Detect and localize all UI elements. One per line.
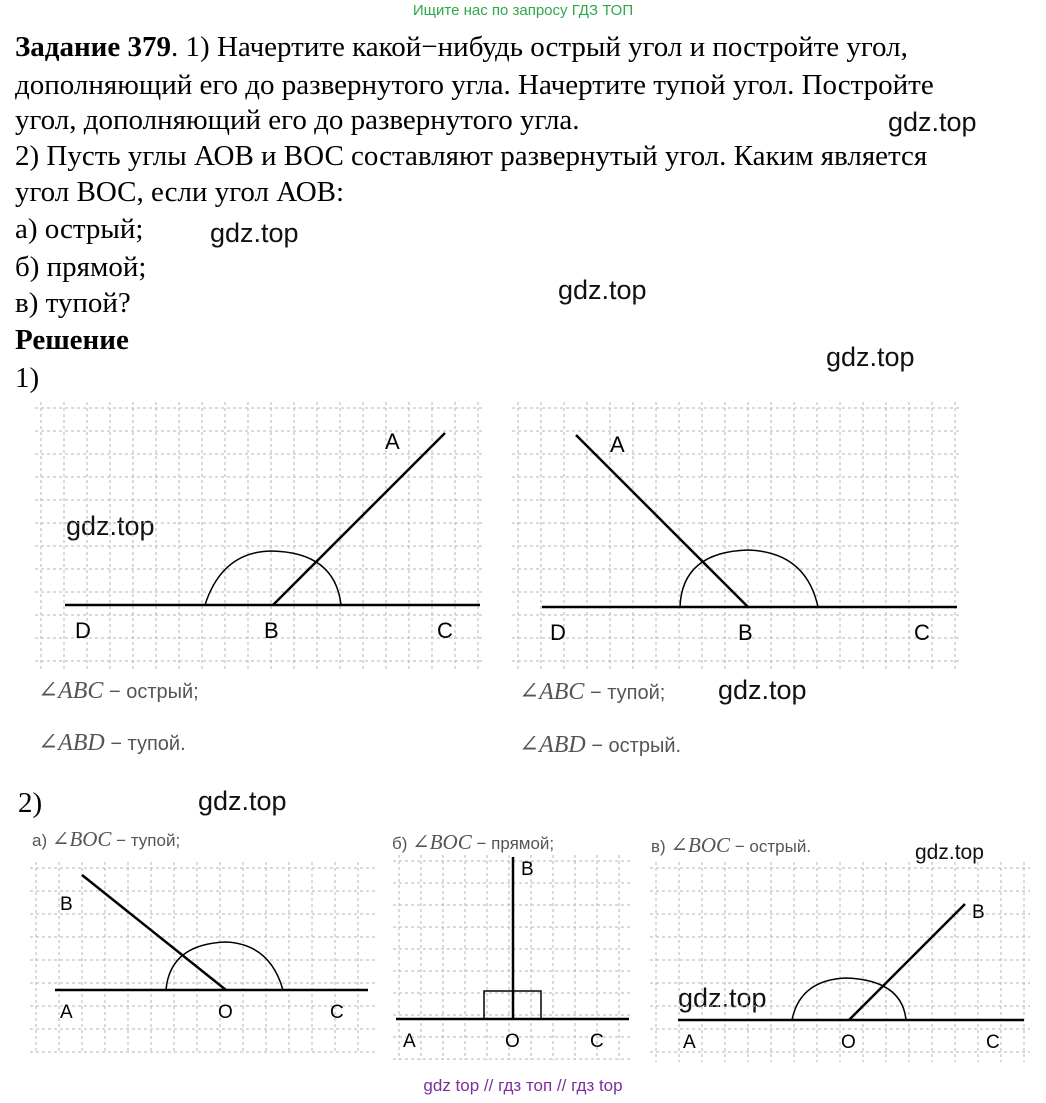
ray-ba [273,433,445,605]
ray-ob [849,904,965,1020]
grid [512,402,962,672]
label-d: D [75,618,91,643]
label-o: O [505,1031,520,1052]
caption-text: − тупой. [104,733,186,755]
watermark: gdz.top [718,675,807,705]
label-a: A [610,432,625,457]
task-line-3: угол, дополняющий его до развернутого угла. [15,104,580,136]
angle-symbol: ∠ABC [519,679,585,705]
watermark: gdz.top [826,342,915,372]
ray-ob [82,875,226,990]
caption-text: − тупой; [584,682,666,704]
task-line-1-text: . 1) Начертите какой−нибудь острый угол и постройте угол, [171,31,908,63]
figure1-left [35,402,485,672]
solution-part1-label: 1) [15,362,40,394]
task-option-a: а) острый; [15,213,144,245]
caption-prefix: б) [392,834,413,853]
task-line-4: 2) Пусть углы АОВ и ВОС составляют развернутый угол. Каким является [15,140,928,172]
watermark: gdz.top [198,786,287,816]
grid [30,862,375,1052]
figure2-b [393,855,633,1060]
watermark: gdz.top [210,218,299,248]
watermark: gdz.top [915,841,984,864]
caption-text: − острый; [103,681,199,703]
label-b: B [264,618,279,643]
fig2c-caption [651,833,811,858]
solution-heading [15,323,129,357]
label-d: D [550,620,566,645]
ray-ba [576,435,748,607]
angle-symbol: ∠ABD [519,732,586,758]
label-b: B [972,902,985,923]
label-b: B [738,620,753,645]
watermark: gdz.top [678,983,767,1013]
label-c: C [914,620,930,645]
label-o: O [218,1002,233,1023]
caption-text: − тупой; [111,831,181,850]
angle-symbol: ∠BOC [670,833,731,857]
task-option-c: в) тупой? [15,287,131,319]
watermark: gdz.top [66,511,155,541]
label-a: A [683,1032,696,1053]
figure1-right [512,402,962,672]
label-a: A [403,1031,416,1052]
angle-symbol: ∠ABD [38,730,105,756]
fig1-left-caption-2 [38,728,186,757]
label-a: A [60,1002,73,1023]
label-c: C [330,1002,344,1023]
grid [35,402,485,672]
label-c: C [437,618,453,643]
watermark: gdz.top [888,107,977,137]
footer-links: gdz top // гдз топ // гдз top [423,1076,623,1095]
top-banner: Ищите нас по запросу ГДЗ ТОП [412,2,634,19]
task-line-1 [15,30,908,64]
solution-heading-text: Решение [15,324,129,356]
figure2-a [30,862,375,1052]
label-b: B [60,894,73,915]
grid [650,862,1030,1062]
fig2b-caption [392,830,554,855]
label-c: C [590,1031,604,1052]
angle-symbol: ∠ABC [38,678,104,704]
task-line-2: дополняющий его до развернутого угла. Начертите тупой угол. Постройте [15,69,934,101]
fig1-left-caption-1 [38,676,199,705]
fig1-right-caption-2 [519,730,681,759]
label-b: B [521,859,534,880]
angle-symbol: ∠BOC [412,830,472,854]
task-line-5: угол ВОС, если угол АОВ: [15,176,345,208]
fig2a-caption [32,827,180,852]
caption-prefix: в) [651,837,671,856]
task-option-b: б) прямой; [15,251,147,283]
label-c: C [986,1032,1000,1053]
angle-arc [792,978,906,1020]
angle-symbol: ∠BOC [51,827,112,851]
label-a: A [385,429,400,454]
caption-text: − прямой; [471,834,555,853]
solution-part2-label: 2) [18,787,43,819]
caption-text: − острый. [585,735,682,757]
label-o: O [841,1032,856,1053]
caption-text: − острый. [730,837,812,856]
figure2-c [650,862,1030,1062]
task-title: Задание 379 [15,31,172,63]
fig1-right-caption-1 [519,677,665,706]
watermark: gdz.top [558,275,647,305]
caption-prefix: а) [32,831,52,850]
